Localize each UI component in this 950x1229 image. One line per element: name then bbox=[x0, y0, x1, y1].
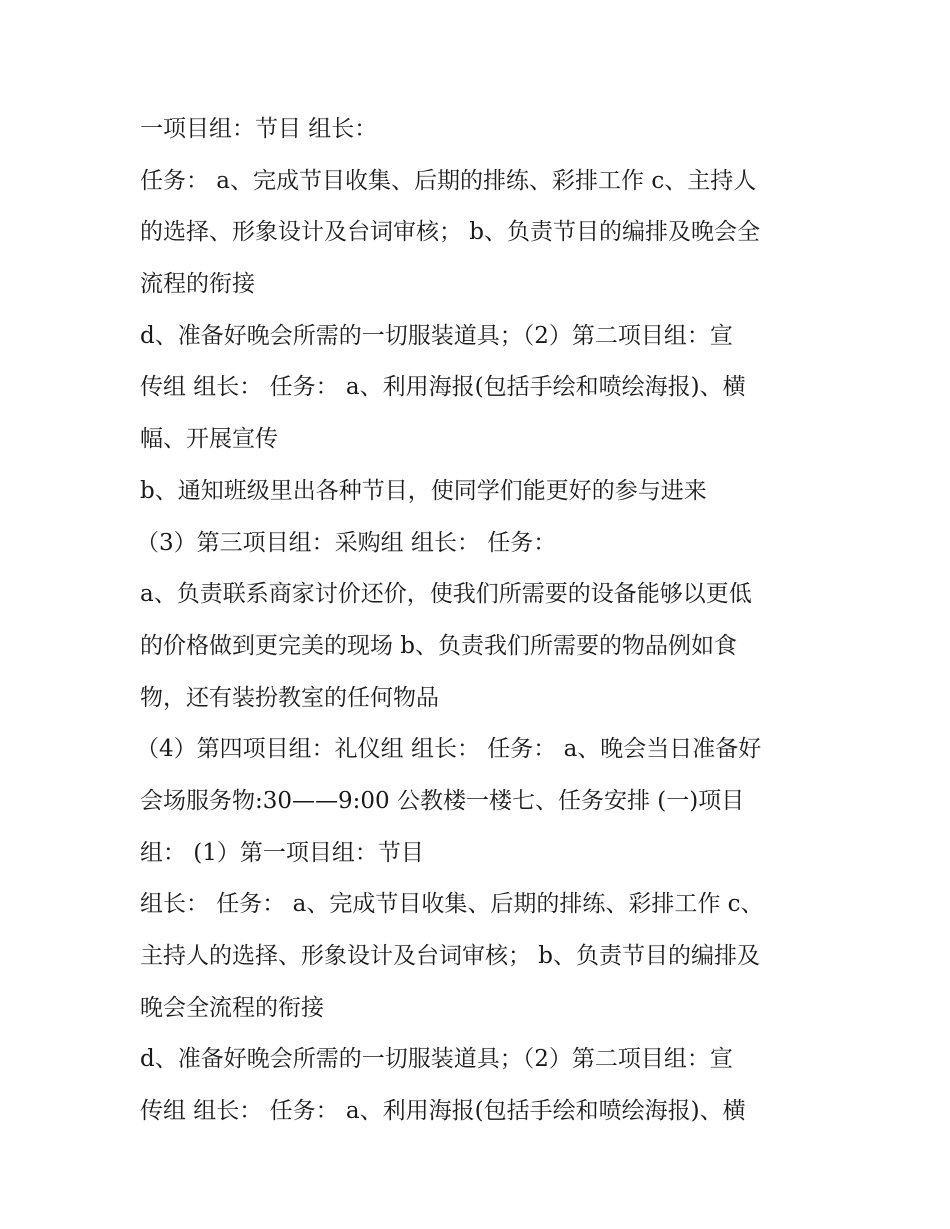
text-line-5: d、准备好晚会所需的一切服装道具；（2）第二项目组：宣 bbox=[140, 322, 733, 349]
text-line-18: 晚会全流程的衔接 bbox=[140, 994, 324, 1021]
text-line-4: 流程的衔接 bbox=[140, 271, 255, 298]
text-line-20: 传组 组长： 任务： a、利用海报(包括手绘和喷绘海报)、横 bbox=[140, 1098, 746, 1125]
document-body bbox=[136, 104, 820, 1138]
text-line-13: （4）第四项目组：礼仪组 组长： 任务： a、晚会当日准备好 bbox=[136, 736, 762, 763]
text-line-1: 一项目组：节目 组长： bbox=[140, 116, 378, 142]
text-line-8: b、通知班级里出各种节目，使同学们能更好的参与进来 bbox=[140, 477, 707, 504]
text-line-16: 组长： 任务： a、完成节目收集、后期的排练、彩排工作 c、 bbox=[140, 891, 764, 918]
text-line-14: 会场服务物:30——9:00 公教楼一楼七、任务安排 (一)项目 bbox=[140, 787, 745, 814]
text-line-2: 任务： a、完成节目收集、后期的排练、彩排工作 c、主持人 bbox=[140, 167, 757, 194]
text-line-17: 主持人的选择、形象设计及台词审核； b、负责节目的编排及 bbox=[140, 943, 761, 969]
text-line-9: （3）第三项目组：采购组 组长： 任务： bbox=[136, 529, 557, 556]
text-line-19: d、准备好晚会所需的一切服装道具；（2）第二项目组：宣 bbox=[140, 1046, 733, 1073]
text-line-6: 传组 组长： 任务： a、利用海报(包括手绘和喷绘海报)、横 bbox=[140, 374, 746, 401]
text-line-7: 幅、开展宣传 bbox=[140, 426, 278, 453]
text-line-11: 的价格做到更完美的现场 b、负责我们所需要的物品例如食 bbox=[140, 632, 738, 659]
text-line-3: 的选择、形象设计及台词审核； b、负责节目的编排及晚会全 bbox=[140, 219, 761, 246]
text-line-10: a、负责联系商家讨价还价，使我们所需要的设备能够以更低 bbox=[140, 581, 752, 608]
text-line-15: 组： (1）第一项目组：节目 bbox=[140, 839, 424, 866]
text-line-12: 物，还有装扮教室的任何物品 bbox=[140, 684, 439, 711]
